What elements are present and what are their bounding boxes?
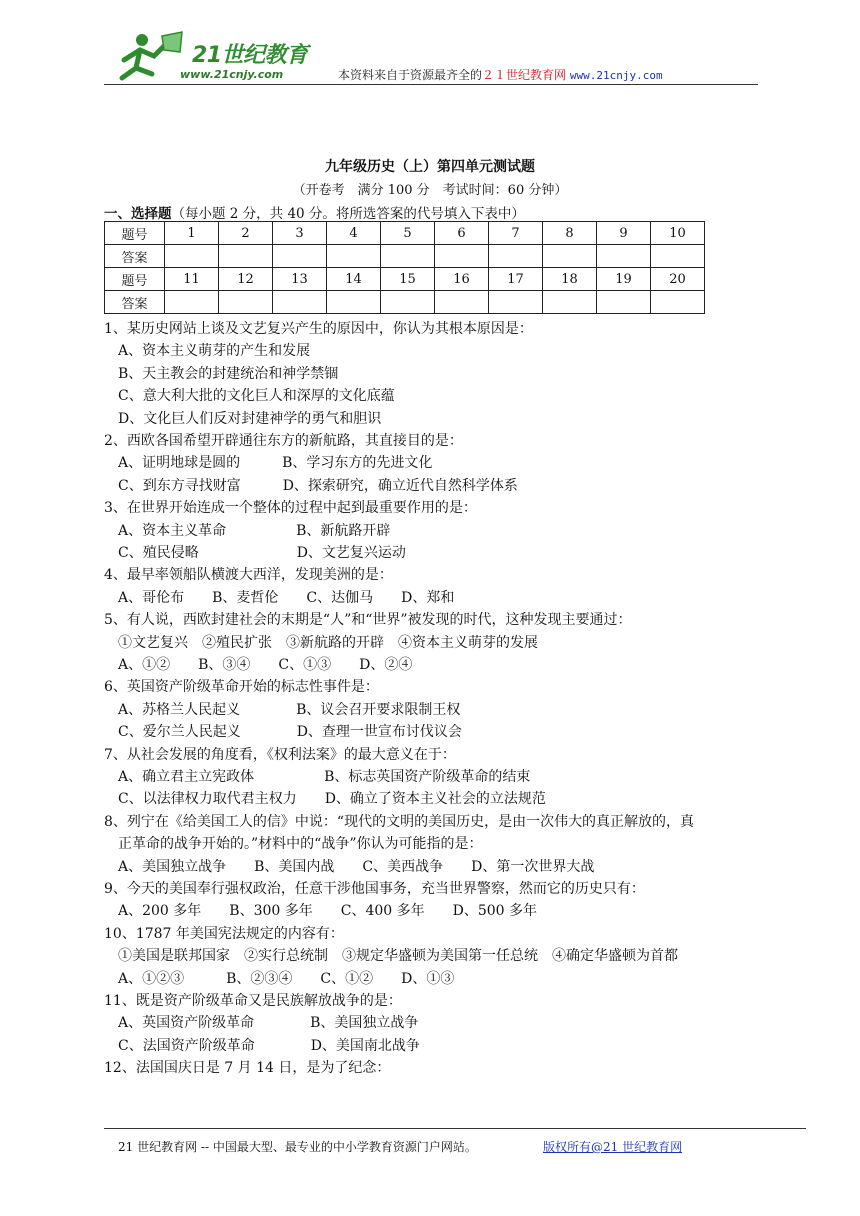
answer-cell[interactable]	[597, 245, 651, 268]
option-line: C、到东方寻找财富 D、探索研究，确立近代自然科学体系	[118, 478, 518, 494]
question-10: 10、1787 年美国宪法规定的内容有：	[104, 926, 344, 942]
page-subtitle: （开卷考 满分 100 分 考试时间：60 分钟）	[292, 183, 568, 198]
logo-url-text: www.21cnjy.com	[180, 68, 284, 81]
table-label: 答案	[105, 245, 165, 268]
answer-cell[interactable]	[327, 291, 381, 314]
answer-cell[interactable]	[597, 291, 651, 314]
footer-copyright-link[interactable]: 版权所有@21 世纪教育网	[543, 1140, 683, 1154]
table-cell: 20	[651, 268, 705, 291]
option-line: C、殖民侵略 D、文艺复兴运动	[118, 545, 406, 561]
question-12: 12、法国国庆日是 7 月 14 日，是为了纪念：	[104, 1060, 391, 1076]
answer-cell[interactable]	[219, 245, 273, 268]
table-cell: 3	[273, 222, 327, 245]
option-line: ①美国是联邦国家 ②实行总统制 ③规定华盛顿为美国第一任总统 ④确定华盛顿为首都	[118, 948, 678, 964]
answer-cell[interactable]	[543, 245, 597, 268]
option-line: A、苏格兰人民起义 B、议会召开要求限制王权	[118, 702, 461, 718]
footer-text: 21 世纪教育网 -- 中国最大型、最专业的中小学教育资源门户网站。	[118, 1140, 477, 1154]
table-cell: 8	[543, 222, 597, 245]
question-8: 8、列宁在《给美国工人的信》中说：“现代的文明的美国历史，是由一次伟大的真正解放的，真	[104, 814, 695, 830]
answer-cell[interactable]	[327, 245, 381, 268]
table-cell: 12	[219, 268, 273, 291]
table-cell: 13	[273, 268, 327, 291]
footer-divider	[104, 1128, 806, 1129]
option-line: C、爱尔兰人民起义 D、查理一世宣布讨伐议会	[118, 724, 462, 740]
option-line: A、哥伦布 B、麦哲伦 C、达伽马 D、郑和	[118, 590, 455, 606]
option-line: A、①② B、③④ C、①③ D、②④	[118, 657, 413, 673]
option-line: A、证明地球是圆的 B、学习东方的先进文化	[118, 455, 433, 471]
table-cell: 19	[597, 268, 651, 291]
table-row	[105, 268, 705, 291]
table-row	[105, 222, 705, 245]
table-cell: 16	[435, 268, 489, 291]
answer-cell[interactable]	[651, 245, 705, 268]
section-heading	[104, 202, 525, 222]
table-cell: 11	[165, 268, 219, 291]
answer-cell[interactable]	[435, 245, 489, 268]
section-title: 一、选择题	[104, 206, 172, 222]
question-1: 1、某历史网站上谈及文艺复兴产生的原因中，你认为其根本原因是：	[104, 321, 533, 337]
answer-cell[interactable]	[543, 291, 597, 314]
site-logo	[114, 30, 324, 86]
table-cell: 15	[381, 268, 435, 291]
question-7: 7、从社会发展的角度看，《权利法案》的最大意义在于：	[104, 747, 456, 763]
table-cell: 5	[381, 222, 435, 245]
option-line: ①文艺复兴 ②殖民扩张 ③新航路的开辟 ④资本主义萌芽的发展	[118, 635, 538, 651]
table-cell: 7	[489, 222, 543, 245]
page-title: 九年级历史（上）第四单元测试题	[325, 159, 535, 175]
answer-cell[interactable]	[219, 291, 273, 314]
table-cell: 14	[327, 268, 381, 291]
table-row	[105, 291, 705, 314]
table-label: 题号	[105, 268, 165, 291]
option-line: A、200 多年 B、300 多年 C、400 多年 D、500 多年	[118, 903, 538, 919]
question-6: 6、英国资产阶级革命开始的标志性事件是：	[104, 679, 379, 695]
question-3: 3、在世界开始连成一个整体的过程中起到最重要作用的是：	[104, 500, 477, 516]
table-cell: 9	[597, 222, 651, 245]
question-2: 2、西欧各国希望开辟通往东方的新航路，其直接目的是：	[104, 433, 463, 449]
table-row	[105, 245, 705, 268]
table-cell: 4	[327, 222, 381, 245]
answer-cell[interactable]	[651, 291, 705, 314]
answer-cell[interactable]	[489, 291, 543, 314]
answer-cell[interactable]	[489, 245, 543, 268]
answer-cell[interactable]	[273, 291, 327, 314]
question-11: 11、既是资产阶级革命又是民族解放战争的是：	[104, 993, 402, 1009]
option-line: A、美国独立战争 B、美国内战 C、美西战争 D、第一次世界大战	[118, 859, 595, 875]
header-note-prefix: 本资料来自于资源最齐全的	[338, 68, 483, 82]
question-4: 4、最早率领船队横渡大西洋，发现美洲的是：	[104, 567, 393, 583]
table-cell: 17	[489, 268, 543, 291]
answer-cell[interactable]	[273, 245, 327, 268]
header-divider	[104, 84, 758, 85]
table-label: 题号	[105, 222, 165, 245]
option-line: A、资本主义革命 B、新航路开辟	[118, 523, 391, 539]
section-note: （每小题 2 分，共 40 分。将所选答案的代号填入下表中）	[171, 206, 525, 222]
table-cell: 10	[651, 222, 705, 245]
option-line: C、以法律权力取代君主权力 D、确立了资本主义社会的立法规范	[118, 791, 546, 807]
question-8-continuation: 正革命的战争开始的。”材料中的“战争”你认为可能指的是：	[118, 836, 483, 852]
table-cell: 2	[219, 222, 273, 245]
answer-cell[interactable]	[165, 245, 219, 268]
header-note	[338, 66, 663, 83]
table-label: 答案	[105, 291, 165, 314]
option-line: C、意大利大批的文化巨人和深厚的文化底蕴	[118, 388, 395, 404]
option-line: B、天主教会的封建统治和神学禁锢	[118, 366, 339, 382]
answer-cell[interactable]	[435, 291, 489, 314]
header-note-url[interactable]: www.21cnjy.com	[569, 69, 663, 82]
logo-brand-text: 21世纪教育	[192, 43, 308, 68]
answer-cell[interactable]	[381, 245, 435, 268]
table-cell: 6	[435, 222, 489, 245]
question-9: 9、今天的美国奉行强权政治，任意干涉他国事务，充当世界警察，然而它的历史只有：	[104, 881, 645, 897]
answer-cell[interactable]	[381, 291, 435, 314]
option-line: A、①②③ B、②③④ C、①② D、①③	[118, 971, 455, 987]
option-line: A、英国资产阶级革命 B、美国独立战争	[118, 1015, 419, 1031]
table-cell: 18	[543, 268, 597, 291]
option-line: D、文化巨人们反对封建神学的勇气和胆识	[118, 411, 382, 427]
option-line: A、确立君主立宪政体 B、标志英国资产阶级革命的结束	[118, 769, 531, 785]
answer-cell[interactable]	[165, 291, 219, 314]
question-5: 5、有人说，西欧封建社会的末期是“人”和“世界”被发现的时代，这种发现主要通过：	[104, 612, 632, 628]
table-cell: 1	[165, 222, 219, 245]
option-line: C、法国资产阶级革命 D、美国南北战争	[118, 1038, 420, 1054]
page-header	[104, 22, 758, 84]
option-line: A、资本主义萌芽的产生和发展	[118, 343, 311, 359]
header-note-brand[interactable]: ２１世纪教育网	[482, 68, 567, 82]
answer-table	[104, 221, 705, 314]
